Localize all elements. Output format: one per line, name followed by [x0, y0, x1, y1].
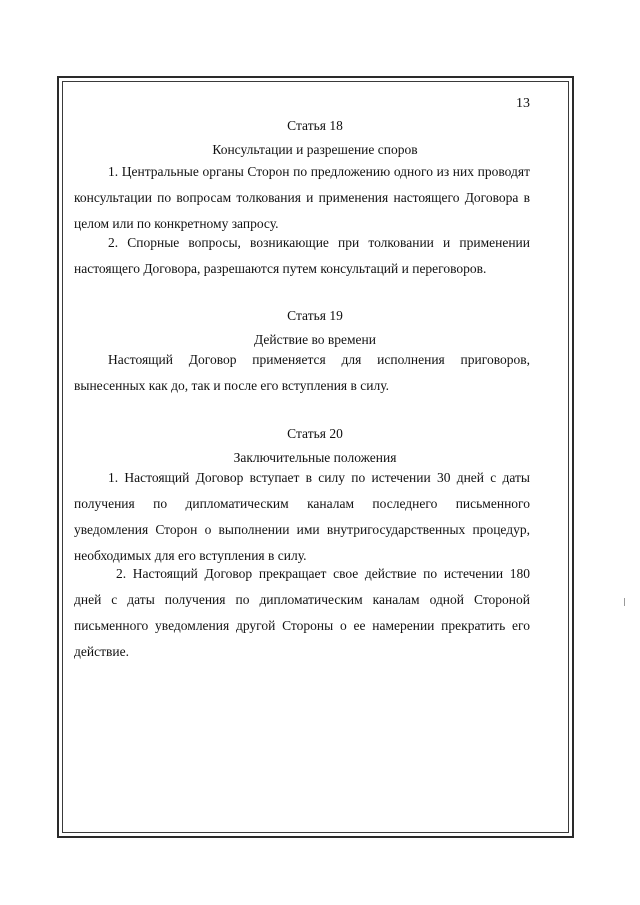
article-20-title: Заключительные положения	[233, 450, 397, 465]
article-18-title: Консультации и разрешение споров	[212, 142, 418, 157]
article-19-heading: Статья 19	[287, 308, 343, 323]
article-20-heading: Статья 20	[287, 426, 343, 441]
article-19-title: Действие во времени	[254, 332, 376, 347]
article-19-paragraph-1: Настоящий Договор применяется для исполнения приговоров, вынесенных как до, так и после его вступления в силу.	[74, 352, 530, 393]
article-18-paragraph-1: 1. Центральные органы Сторон по предложению одного из них проводят консультации по вопросам толкования и применения настоящего Договора в целом или по конкретному запросу.	[74, 164, 530, 231]
article-18-heading: Статья 18	[287, 118, 343, 133]
page-number: 13	[516, 96, 530, 111]
article-20-paragraph-2: 2. Настоящий Договор прекращает свое действие по истечении 180 дней с даты получения по дипломатическим каналам одной Стороной письменного уведомления другой Стороны о ее намерении прекратить его действие.	[74, 566, 530, 659]
article-20-paragraph-1: 1. Настоящий Договор вступает в силу по истечении 30 дней с даты получения по дипломатическим каналам последнего письменного уведомления Сторон о выполнении ими внутригосударственных процедур, необходимых для его вступления в силу.	[74, 470, 530, 563]
article-18-paragraph-2: 2. Спорные вопросы, возникающие при толковании и применении настоящего Договора, разрешаются путем консультаций и переговоров.	[74, 235, 530, 276]
